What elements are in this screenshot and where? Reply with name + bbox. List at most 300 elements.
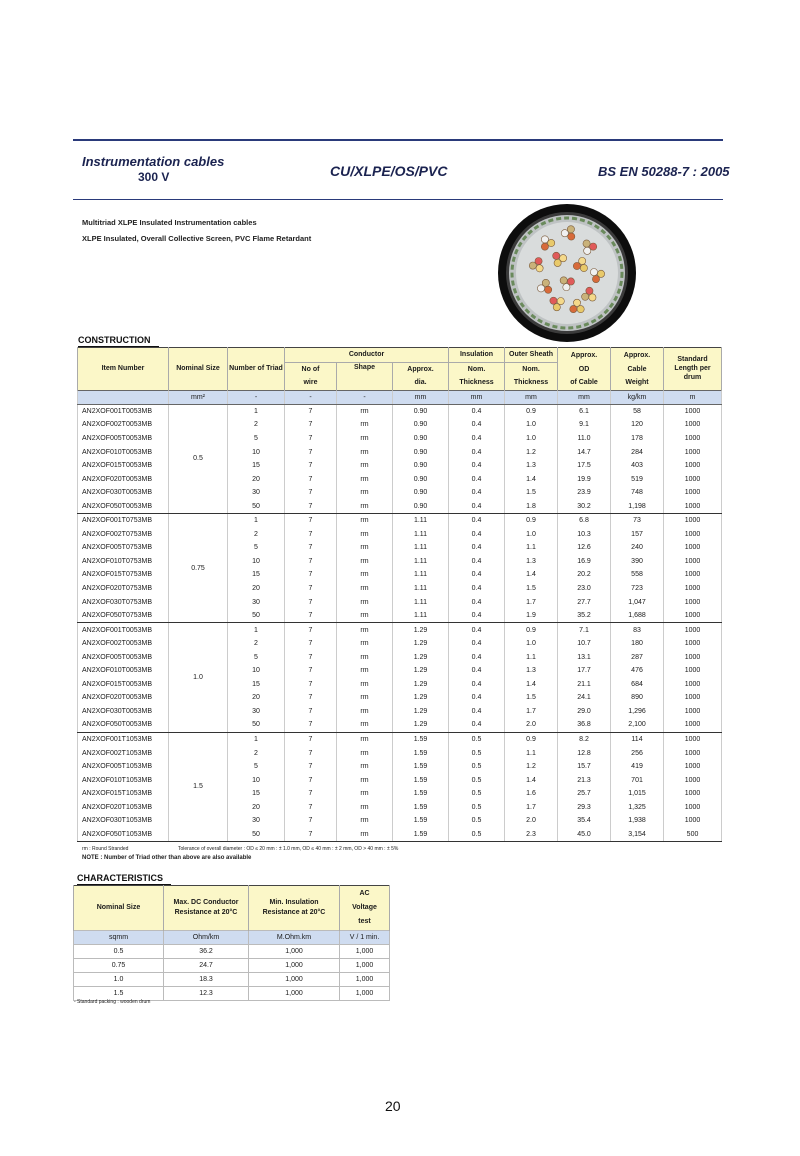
ch-unit-cell: V / 1 min.	[340, 931, 390, 945]
table-row	[74, 945, 390, 959]
header-weight-3: Weight	[611, 376, 664, 390]
value-cell: rm	[337, 609, 393, 623]
characteristics-section-title: CHARACTERISTICS	[77, 873, 164, 883]
value-cell: 36.8	[558, 718, 611, 732]
header-length-2: Length per	[674, 365, 711, 373]
value-cell: 1.5	[505, 486, 558, 500]
value-cell: 0.4	[449, 691, 505, 705]
value-cell: 1000	[664, 691, 722, 705]
value-cell: 7	[285, 609, 337, 623]
value-cell: 7	[285, 459, 337, 473]
value-cell: 1	[228, 514, 285, 528]
nominal-size-cell: 1.5	[169, 732, 228, 841]
value-cell: 2	[228, 746, 285, 760]
unit-cell	[78, 390, 169, 404]
voltage-rating: 300 V	[138, 170, 170, 184]
item-number-cell: AN2XOF050T1053MB	[78, 828, 169, 842]
item-number-cell: AN2XOF020T0053MB	[78, 472, 169, 486]
value-cell: 30	[228, 595, 285, 609]
value-cell: 7	[285, 623, 337, 637]
value-cell: 7	[285, 541, 337, 555]
value-cell: rm	[337, 760, 393, 774]
value-cell: 17.7	[558, 664, 611, 678]
item-number-cell: AN2XOF002T0053MB	[78, 637, 169, 651]
ch-value-cell: 1,000	[340, 987, 390, 1001]
item-number-cell: AN2XOF050T0753MB	[78, 609, 169, 623]
value-cell: 9.1	[558, 418, 611, 432]
ch-value-cell: 1,000	[249, 945, 340, 959]
header-number-of-triad: Number of Triad	[228, 348, 285, 391]
value-cell: 1.11	[393, 595, 449, 609]
value-cell: 2,100	[611, 718, 664, 732]
page-number: 20	[385, 1098, 401, 1114]
header-outer-sheath: Outer Sheath	[505, 348, 558, 363]
value-cell: 0.5	[449, 773, 505, 787]
value-cell: 20	[228, 582, 285, 596]
ch-value-cell: 1,000	[340, 973, 390, 987]
header-nominal-size: Nominal Size	[169, 348, 228, 391]
description-line-1: Multitriad XLPE Insulated Instrumentation cables	[82, 218, 257, 227]
item-number-cell: AN2XOF050T0053MB	[78, 499, 169, 513]
value-cell: 0.90	[393, 459, 449, 473]
description-line-2: XLPE Insulated, Overall Collective Screen, PVC Flame Retardant	[82, 234, 312, 243]
value-cell: 0.5	[449, 760, 505, 774]
table-row	[78, 623, 722, 637]
table-row	[74, 973, 390, 987]
value-cell: 1.4	[505, 773, 558, 787]
value-cell: 45.0	[558, 828, 611, 842]
value-cell: 13.1	[558, 650, 611, 664]
value-cell: 1.11	[393, 582, 449, 596]
value-cell: 1.3	[505, 555, 558, 569]
unit-cell: mm	[505, 390, 558, 404]
value-cell: 5	[228, 650, 285, 664]
value-cell: 7	[285, 486, 337, 500]
value-cell: rm	[337, 459, 393, 473]
value-cell: 256	[611, 746, 664, 760]
value-cell: 0.5	[449, 746, 505, 760]
value-cell: rm	[337, 773, 393, 787]
value-cell: 7	[285, 718, 337, 732]
value-cell: 1000	[664, 705, 722, 719]
header-bottom-rule	[73, 199, 723, 200]
ch-header-dc-resistance-2: Resistance at 20°C	[174, 909, 238, 916]
product-family-title: Instrumentation cables	[82, 154, 225, 169]
value-cell: 1000	[664, 637, 722, 651]
ch-value-cell: 1.0	[74, 973, 164, 987]
header-od-3: of Cable	[558, 376, 611, 390]
item-number-cell: AN2XOF010T0053MB	[78, 445, 169, 459]
ch-header-ac-1: AC	[359, 890, 370, 897]
unit-cell: kg/km	[611, 390, 664, 404]
value-cell: 14.7	[558, 445, 611, 459]
value-cell: 1.59	[393, 773, 449, 787]
value-cell: 1.4	[505, 678, 558, 692]
header-approx-dia-1: Approx.	[393, 362, 449, 376]
value-cell: 1.5	[505, 691, 558, 705]
value-cell: 180	[611, 637, 664, 651]
value-cell: 0.5	[449, 801, 505, 815]
value-cell: 1000	[664, 732, 722, 746]
value-cell: 0.4	[449, 582, 505, 596]
value-cell: 21.3	[558, 773, 611, 787]
value-cell: 7	[285, 691, 337, 705]
value-cell: 15	[228, 568, 285, 582]
header-no-of-wire-2: wire	[285, 376, 337, 390]
value-cell: 1000	[664, 609, 722, 623]
value-cell: rm	[337, 568, 393, 582]
value-cell: 11.0	[558, 432, 611, 446]
value-cell: 73	[611, 514, 664, 528]
item-number-cell: AN2XOF050T0053MB	[78, 718, 169, 732]
value-cell: 0.4	[449, 514, 505, 528]
value-cell: 10	[228, 664, 285, 678]
value-cell: 30.2	[558, 499, 611, 513]
header-standard-length	[664, 348, 722, 391]
value-cell: 1000	[664, 760, 722, 774]
value-cell: 1.1	[505, 650, 558, 664]
value-cell: 7	[285, 678, 337, 692]
value-cell: 30	[228, 705, 285, 719]
item-number-cell: AN2XOF001T0053MB	[78, 623, 169, 637]
value-cell: 0.4	[449, 459, 505, 473]
value-cell: 58	[611, 404, 664, 418]
value-cell: 7	[285, 514, 337, 528]
value-cell: 1.29	[393, 623, 449, 637]
nominal-size-cell: 0.5	[169, 404, 228, 513]
value-cell: 7	[285, 404, 337, 418]
item-number-cell: AN2XOF030T1053MB	[78, 814, 169, 828]
value-cell: 500	[664, 828, 722, 842]
value-cell: 0.5	[449, 814, 505, 828]
value-cell: 1.29	[393, 637, 449, 651]
header-insulation-thickness: Thickness	[449, 376, 505, 390]
value-cell: 1.11	[393, 568, 449, 582]
value-cell: 2	[228, 418, 285, 432]
value-cell: 1.29	[393, 705, 449, 719]
item-number-cell: AN2XOF010T1053MB	[78, 773, 169, 787]
standard-reference: BS EN 50288-7 : 2005	[598, 164, 730, 179]
value-cell: 7	[285, 787, 337, 801]
value-cell: 15.7	[558, 760, 611, 774]
value-cell: 0.4	[449, 555, 505, 569]
value-cell: 35.4	[558, 814, 611, 828]
value-cell: rm	[337, 486, 393, 500]
item-number-cell: AN2XOF030T0053MB	[78, 705, 169, 719]
value-cell: 7	[285, 760, 337, 774]
value-cell: 20	[228, 691, 285, 705]
value-cell: 7	[285, 568, 337, 582]
value-cell: 10	[228, 445, 285, 459]
header-sheath-nom: Nom.	[505, 362, 558, 376]
ch-header-insulation-2: Resistance at 20°C	[262, 909, 326, 916]
value-cell: 83	[611, 623, 664, 637]
value-cell: 27.7	[558, 595, 611, 609]
value-cell: 7	[285, 828, 337, 842]
nominal-size-cell: 1.0	[169, 623, 228, 732]
value-cell: 16.9	[558, 555, 611, 569]
value-cell: 15	[228, 459, 285, 473]
value-cell: rm	[337, 691, 393, 705]
ch-header-ac-2: Voltage	[352, 904, 377, 911]
value-cell: 1.29	[393, 678, 449, 692]
value-cell: 7	[285, 637, 337, 651]
value-cell: 1.1	[505, 746, 558, 760]
ch-value-cell: 1,000	[249, 987, 340, 1001]
value-cell: 1	[228, 404, 285, 418]
unit-cell: mm	[558, 390, 611, 404]
value-cell: 1.7	[505, 595, 558, 609]
item-number-cell: AN2XOF005T0753MB	[78, 541, 169, 555]
value-cell: rm	[337, 828, 393, 842]
value-cell: 1000	[664, 623, 722, 637]
item-number-cell: AN2XOF020T0753MB	[78, 582, 169, 596]
value-cell: 1.59	[393, 732, 449, 746]
value-cell: 1.2	[505, 445, 558, 459]
value-cell: 1.0	[505, 637, 558, 651]
value-cell: 1.59	[393, 760, 449, 774]
ch-header-dc-resistance	[164, 886, 249, 931]
value-cell: 1,688	[611, 609, 664, 623]
header-conductor: Conductor	[285, 348, 449, 363]
value-cell: 0.4	[449, 678, 505, 692]
value-cell: 284	[611, 445, 664, 459]
value-cell: 0.4	[449, 499, 505, 513]
value-cell: 0.90	[393, 486, 449, 500]
value-cell: 7	[285, 801, 337, 815]
value-cell: 7	[285, 432, 337, 446]
value-cell: 519	[611, 472, 664, 486]
value-cell: 0.4	[449, 472, 505, 486]
unit-cell: -	[337, 390, 393, 404]
value-cell: 1000	[664, 595, 722, 609]
ch-value-cell: 1.5	[74, 987, 164, 1001]
value-cell: rm	[337, 650, 393, 664]
value-cell: 1.1	[505, 541, 558, 555]
item-number-cell: AN2XOF005T0053MB	[78, 432, 169, 446]
value-cell: 1000	[664, 568, 722, 582]
ch-header-dc-resistance-1: Max. DC Conductor	[173, 899, 239, 906]
note-triad-availability	[82, 855, 251, 861]
value-cell: 25.7	[558, 787, 611, 801]
item-number-cell: AN2XOF010T0753MB	[78, 555, 169, 569]
unit-cell: m	[664, 390, 722, 404]
value-cell: 1	[228, 732, 285, 746]
value-cell: 1000	[664, 472, 722, 486]
value-cell: 7	[285, 732, 337, 746]
value-cell: 29.3	[558, 801, 611, 815]
value-cell: 1,325	[611, 801, 664, 815]
value-cell: 0.90	[393, 472, 449, 486]
value-cell: rm	[337, 432, 393, 446]
value-cell: 7	[285, 528, 337, 542]
value-cell: 2.0	[505, 814, 558, 828]
note-standard-packing: - Standard packing : wooden drum	[74, 999, 151, 1005]
value-cell: 1.2	[505, 760, 558, 774]
value-cell: 1000	[664, 582, 722, 596]
value-cell: 1,047	[611, 595, 664, 609]
value-cell: 1.59	[393, 828, 449, 842]
ch-header-ac-voltage	[340, 886, 390, 931]
unit-cell: mm	[449, 390, 505, 404]
value-cell: rm	[337, 814, 393, 828]
value-cell: 17.5	[558, 459, 611, 473]
value-cell: 1.29	[393, 718, 449, 732]
value-cell: 748	[611, 486, 664, 500]
value-cell: 50	[228, 609, 285, 623]
value-cell: 403	[611, 459, 664, 473]
value-cell: 50	[228, 499, 285, 513]
value-cell: 29.0	[558, 705, 611, 719]
value-cell: 1.7	[505, 801, 558, 815]
item-number-cell: AN2XOF030T0053MB	[78, 486, 169, 500]
value-cell: 0.4	[449, 445, 505, 459]
header-insulation: Insulation	[449, 348, 505, 363]
value-cell: 0.90	[393, 404, 449, 418]
value-cell: rm	[337, 499, 393, 513]
value-cell: 1000	[664, 814, 722, 828]
value-cell: 1.11	[393, 514, 449, 528]
value-cell: 1.0	[505, 418, 558, 432]
value-cell: 0.4	[449, 705, 505, 719]
value-cell: 1,296	[611, 705, 664, 719]
value-cell: 7	[285, 595, 337, 609]
value-cell: 0.90	[393, 432, 449, 446]
value-cell: 20.2	[558, 568, 611, 582]
table-row	[74, 959, 390, 973]
value-cell: 0.4	[449, 404, 505, 418]
value-cell: 2.3	[505, 828, 558, 842]
value-cell: 114	[611, 732, 664, 746]
value-cell: 0.9	[505, 732, 558, 746]
ch-value-cell: 1,000	[249, 959, 340, 973]
value-cell: 0.4	[449, 568, 505, 582]
value-cell: 1000	[664, 650, 722, 664]
header-approx-dia-2: dia.	[393, 376, 449, 390]
item-number-cell: AN2XOF002T1053MB	[78, 746, 169, 760]
value-cell: 10.3	[558, 528, 611, 542]
nominal-size-cell: 0.75	[169, 514, 228, 623]
value-cell: 0.4	[449, 418, 505, 432]
value-cell: 7	[285, 650, 337, 664]
value-cell: 7	[285, 555, 337, 569]
value-cell: 1.29	[393, 650, 449, 664]
value-cell: rm	[337, 404, 393, 418]
header-od-1: Approx.	[558, 348, 611, 363]
value-cell: rm	[337, 623, 393, 637]
value-cell: 23.9	[558, 486, 611, 500]
value-cell: 2	[228, 528, 285, 542]
value-cell: 1.59	[393, 787, 449, 801]
value-cell: 0.9	[505, 404, 558, 418]
ch-value-cell: 36.2	[164, 945, 249, 959]
table-row	[78, 404, 722, 418]
value-cell: 12.6	[558, 541, 611, 555]
value-cell: rm	[337, 787, 393, 801]
cable-cross-section-icon	[497, 203, 637, 343]
value-cell: 5	[228, 541, 285, 555]
value-cell: rm	[337, 528, 393, 542]
construction-table	[77, 347, 722, 842]
ch-value-cell: 0.75	[74, 959, 164, 973]
item-number-cell: AN2XOF002T0053MB	[78, 418, 169, 432]
header-insulation-nom: Nom.	[449, 362, 505, 376]
value-cell: 20	[228, 801, 285, 815]
value-cell: 1.3	[505, 459, 558, 473]
value-cell: 1.59	[393, 746, 449, 760]
value-cell: rm	[337, 637, 393, 651]
value-cell: 476	[611, 664, 664, 678]
value-cell: 1000	[664, 541, 722, 555]
value-cell: 419	[611, 760, 664, 774]
value-cell: rm	[337, 472, 393, 486]
value-cell: 1.59	[393, 801, 449, 815]
value-cell: 1000	[664, 555, 722, 569]
ch-value-cell: 12.3	[164, 987, 249, 1001]
value-cell: 7.1	[558, 623, 611, 637]
value-cell: 1.0	[505, 528, 558, 542]
value-cell: 1000	[664, 801, 722, 815]
value-cell: 20	[228, 472, 285, 486]
value-cell: 120	[611, 418, 664, 432]
value-cell: 1000	[664, 773, 722, 787]
value-cell: 30	[228, 486, 285, 500]
ch-header-nominal-size: Nominal Size	[74, 886, 164, 931]
unit-cell: mm²	[169, 390, 228, 404]
value-cell: 50	[228, 828, 285, 842]
value-cell: 50	[228, 718, 285, 732]
value-cell: 5	[228, 432, 285, 446]
value-cell: 0.90	[393, 499, 449, 513]
value-cell: rm	[337, 664, 393, 678]
value-cell: rm	[337, 718, 393, 732]
value-cell: 15	[228, 678, 285, 692]
construction-section-title: CONSTRUCTION	[78, 335, 151, 345]
ch-value-cell: 1,000	[249, 973, 340, 987]
item-number-cell: AN2XOF001T1053MB	[78, 732, 169, 746]
value-cell: 23.0	[558, 582, 611, 596]
value-cell: 0.4	[449, 595, 505, 609]
value-cell: 0.90	[393, 418, 449, 432]
value-cell: 0.4	[449, 486, 505, 500]
value-cell: 390	[611, 555, 664, 569]
value-cell: rm	[337, 595, 393, 609]
value-cell: 10	[228, 773, 285, 787]
value-cell: 0.4	[449, 664, 505, 678]
value-cell: 723	[611, 582, 664, 596]
header-no-of-wire-1: No of	[285, 362, 337, 376]
item-number-cell: AN2XOF005T1053MB	[78, 760, 169, 774]
header-length-3: drum	[683, 374, 702, 382]
construction-code: CU/XLPE/OS/PVC	[330, 163, 448, 179]
value-cell: 1.7	[505, 705, 558, 719]
value-cell: 7	[285, 814, 337, 828]
value-cell: 684	[611, 678, 664, 692]
value-cell: rm	[337, 705, 393, 719]
value-cell: 2.0	[505, 718, 558, 732]
value-cell: 0.4	[449, 718, 505, 732]
value-cell: 1	[228, 623, 285, 637]
value-cell: 701	[611, 773, 664, 787]
ch-unit-cell: M.Ohm.km	[249, 931, 340, 945]
value-cell: 35.2	[558, 609, 611, 623]
value-cell: 0.4	[449, 650, 505, 664]
value-cell: 0.5	[449, 787, 505, 801]
header-length-1: Standard	[677, 356, 708, 364]
value-cell: 1.29	[393, 691, 449, 705]
unit-cell: mm	[393, 390, 449, 404]
header-sheath-thickness: Thickness	[505, 376, 558, 390]
